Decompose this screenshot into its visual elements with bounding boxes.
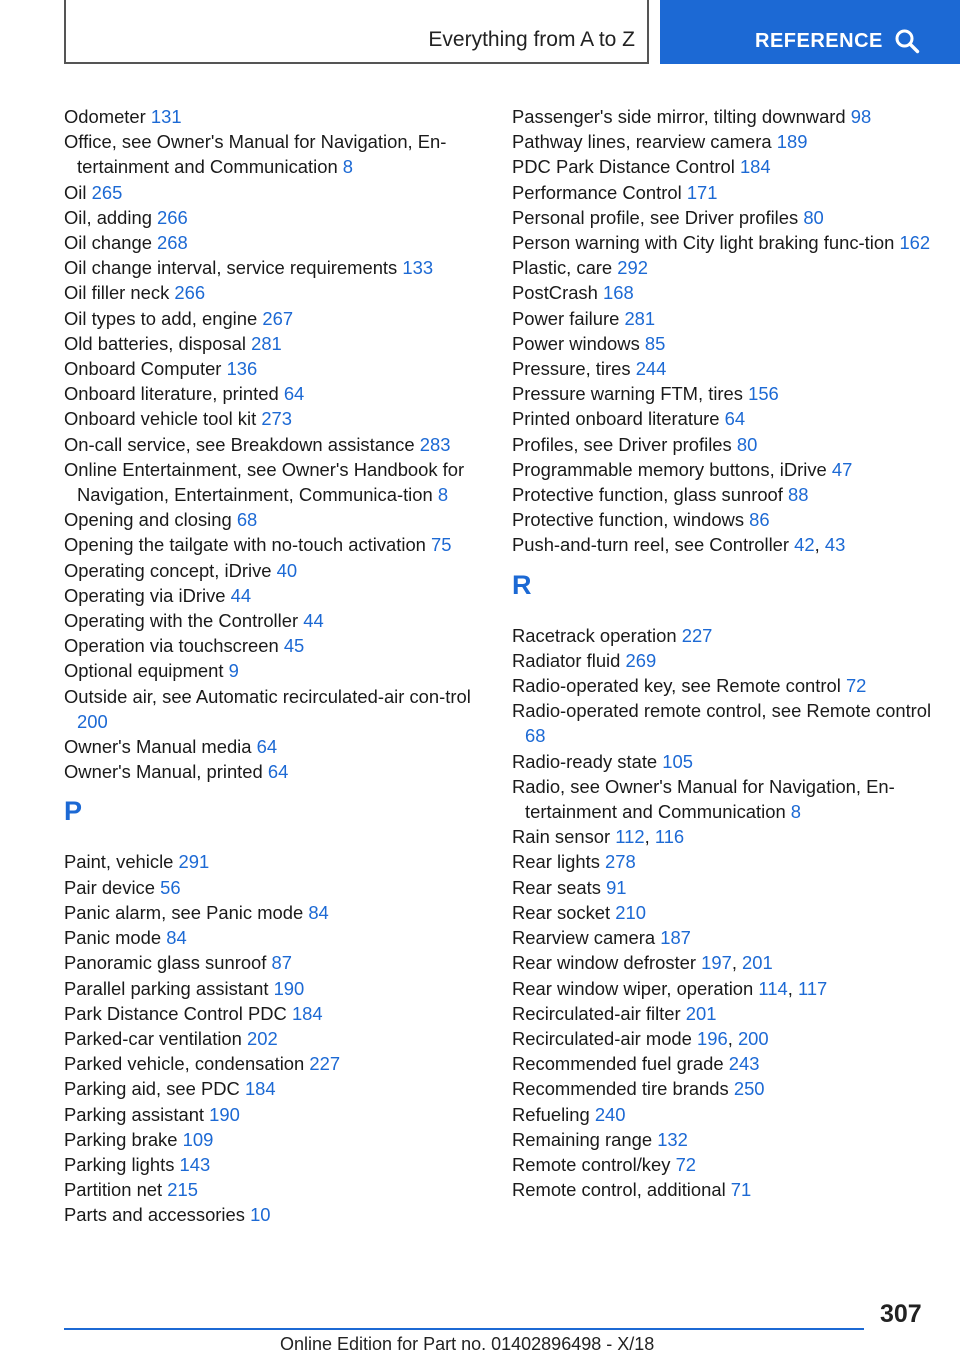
index-entry-term: Racetrack operation xyxy=(512,624,677,646)
index-entry-term: PDC Park Distance Control xyxy=(512,156,735,178)
index-entry-term: Refueling xyxy=(512,1103,590,1125)
page-reference-link[interactable]: 291 xyxy=(178,851,210,873)
index-entry xyxy=(64,1026,504,1051)
page-reference-link[interactable]: 136 xyxy=(226,358,258,380)
index-entry-term: Oil types to add, engine xyxy=(64,307,258,329)
index-entry: Rain sensor 112, 116 xyxy=(512,826,685,848)
index-entry-term: Rear window wiper, operation xyxy=(512,977,754,999)
search-icon[interactable] xyxy=(894,28,920,54)
index-entry xyxy=(64,950,504,975)
page-reference-link[interactable]: 196 xyxy=(697,1027,728,1049)
index-entry xyxy=(64,759,504,784)
index-entry-term: Pathway lines, rearview camera xyxy=(512,131,772,153)
index-entry-term: Optional equipment xyxy=(64,660,224,682)
index-entry-term: Radio-operated remote control, see Remote control xyxy=(512,700,932,722)
index-entry xyxy=(512,381,952,406)
index-entry xyxy=(64,684,504,734)
index-entry-term: Panic mode xyxy=(64,927,162,949)
index-entry-term: Radiator fluid xyxy=(512,649,621,671)
page-reference-link[interactable]: 8 xyxy=(342,156,354,178)
index-entry xyxy=(64,1152,504,1177)
index-entry-term: Rear window defroster xyxy=(512,952,696,974)
page-reference-link[interactable]: 91 xyxy=(606,876,627,898)
page-reference-link[interactable]: 243 xyxy=(728,1053,760,1075)
index-entry xyxy=(512,306,952,331)
index-entry xyxy=(64,356,504,381)
index-entry-term: Oil change interval, service requirements xyxy=(64,257,398,279)
page-reference-link[interactable]: 227 xyxy=(309,1053,341,1075)
index-entry-term: Owner's Manual, printed xyxy=(64,761,263,783)
page-reference-link[interactable]: 10 xyxy=(250,1204,271,1226)
index-entry-term: Parked-car ventilation xyxy=(64,1027,242,1049)
index-entry-term: Opening and closing xyxy=(64,509,232,531)
index-entry-term: Outside air, see Automatic recirculated-air con‐trol xyxy=(64,685,471,707)
page-reference-link[interactable]: 189 xyxy=(776,131,808,153)
page-reference-link[interactable]: 43 xyxy=(824,534,846,556)
index-entry-term: Performance Control xyxy=(512,181,682,203)
index-entry xyxy=(512,849,952,874)
index-entry xyxy=(512,1102,952,1127)
index-entry-term: Oil, adding xyxy=(64,206,152,228)
index-entry-term: PostCrash xyxy=(512,282,598,304)
index-entry-term: Remote control, additional xyxy=(512,1179,726,1201)
page-reference-link[interactable]: 162 xyxy=(899,232,931,254)
page-reference-link[interactable]: 202 xyxy=(247,1027,278,1049)
index-entry xyxy=(64,507,504,532)
index-entry-term: Recommended tire brands xyxy=(512,1078,729,1100)
index-entry xyxy=(64,558,504,583)
index-entry xyxy=(512,356,952,381)
index-entry xyxy=(64,1051,504,1076)
index-entry-term: On-call service, see Breakdown assistance xyxy=(64,433,415,455)
index-entry-term: Remaining range xyxy=(512,1128,653,1150)
index-entry-term: Protective function, windows xyxy=(512,509,745,531)
index-entry xyxy=(512,129,952,154)
index-letter-heading: P xyxy=(64,796,83,827)
index-entry xyxy=(512,280,952,305)
page-reference-link[interactable]: 187 xyxy=(660,927,691,949)
page-reference-link[interactable]: 105 xyxy=(662,750,693,772)
index-entry xyxy=(64,976,504,1001)
index-entry-term: Paint, vehicle xyxy=(64,851,174,873)
index-entry-term: Onboard vehicle tool kit xyxy=(64,408,257,430)
index-entry: Push-and-turn reel, see Controller 42, 43 xyxy=(512,534,846,556)
index-entry xyxy=(512,1076,952,1101)
index-entry xyxy=(64,900,504,925)
index-entry xyxy=(512,507,952,532)
index-entry: Rear window defroster 197, 201 xyxy=(512,952,773,974)
index-entry xyxy=(64,306,504,331)
index-entry-term: Radio, see Owner's Manual for Navigation, En‐tertainment and Communication xyxy=(512,775,895,823)
index-entry xyxy=(64,583,504,608)
index-entry xyxy=(64,1102,504,1127)
index-entry-term: Recommended fuel grade xyxy=(512,1053,724,1075)
page-reference-link[interactable]: 71 xyxy=(730,1179,752,1201)
index-entry-term: Pair device xyxy=(64,876,155,898)
index-entry xyxy=(64,925,504,950)
index-entry xyxy=(64,633,504,658)
index-entry-term: Parking lights xyxy=(64,1153,175,1175)
index-entry-term: Oil xyxy=(64,181,87,203)
page-reference-link[interactable]: 171 xyxy=(686,181,718,203)
index-entry xyxy=(512,230,952,255)
index-entry-term: Rain sensor xyxy=(512,826,611,848)
index-entry-term: Partition net xyxy=(64,1179,163,1201)
index-entry xyxy=(64,255,504,280)
page-reference-link[interactable]: 109 xyxy=(182,1128,214,1150)
page-reference-link[interactable]: 72 xyxy=(845,675,867,697)
index-entry xyxy=(512,406,952,431)
index-entry-term: Passenger's side mirror, tilting downward xyxy=(512,106,846,127)
index-entry-term: Parking assistant xyxy=(64,1103,205,1125)
index-entry-term: Online Entertainment, see Owner's Handbook for Navigation, Entertainment, Communica‐tion xyxy=(64,458,465,506)
page-reference-link[interactable]: 267 xyxy=(262,307,294,329)
index-entry xyxy=(512,673,952,698)
index-entry xyxy=(512,900,952,925)
index-entry xyxy=(64,406,504,431)
page-reference-link[interactable]: 184 xyxy=(739,156,771,178)
page-reference-link[interactable]: 240 xyxy=(594,1103,626,1125)
index-entry xyxy=(512,180,952,205)
index-entry-term: Printed onboard literature xyxy=(512,408,720,430)
page-reference-link[interactable]: 156 xyxy=(748,383,779,405)
page-reference-link[interactable]: 86 xyxy=(749,509,770,531)
index-entry xyxy=(64,658,504,683)
page-reference-link[interactable]: 190 xyxy=(273,977,305,999)
index-entry-term: Pressure, tires xyxy=(512,358,631,380)
index-entry-term: Power windows xyxy=(512,332,640,354)
index-entry-term: Plastic, care xyxy=(512,257,613,279)
index-letter-heading: R xyxy=(512,569,532,600)
page-reference-link[interactable]: 200 xyxy=(77,710,108,732)
page-reference-link[interactable]: 116 xyxy=(654,826,685,848)
index-entry xyxy=(512,1051,952,1076)
index-entry xyxy=(512,1177,952,1202)
index-entry-term: Recirculated-air mode xyxy=(512,1027,692,1049)
index-entry xyxy=(512,205,952,230)
page-reference-link[interactable]: 244 xyxy=(635,358,667,380)
page-reference-link[interactable]: 200 xyxy=(737,1027,769,1049)
index-column-left xyxy=(64,104,504,1228)
page-reference-link[interactable]: 266 xyxy=(174,282,206,304)
index-entry-term: Pressure warning FTM, tires xyxy=(512,383,743,405)
page-reference-link[interactable]: 133 xyxy=(402,257,434,279)
index-entry xyxy=(64,849,504,874)
index-entry xyxy=(512,1152,952,1177)
index-entry xyxy=(512,749,952,774)
index-entry-term: Personal profile, see Driver profiles xyxy=(512,206,799,228)
page-reference-link[interactable]: 88 xyxy=(788,484,809,506)
index-entry-term: Power failure xyxy=(512,307,620,329)
page-reference-link[interactable]: 112 xyxy=(615,826,645,848)
index-entry xyxy=(64,205,504,230)
index-entry-term: Profiles, see Driver profiles xyxy=(512,433,732,455)
page-number: 307 xyxy=(880,1300,922,1328)
page-reference-link[interactable]: 64 xyxy=(256,736,278,758)
page-reference-link[interactable]: 98 xyxy=(850,106,872,127)
page-reference-link[interactable]: 9 xyxy=(228,660,239,682)
page-reference-link[interactable]: 47 xyxy=(831,458,853,480)
index-entry-term: Operation via touchscreen xyxy=(64,635,279,657)
index-entry-term: Parts and accessories xyxy=(64,1204,245,1226)
index-entry-term: Panic alarm, see Panic mode xyxy=(64,901,304,923)
page-reference-link[interactable]: 201 xyxy=(742,952,773,974)
index-entry-term: Operating via iDrive xyxy=(64,584,226,606)
index-entry xyxy=(64,331,504,356)
page-reference-link[interactable]: 283 xyxy=(419,433,451,455)
index-entry-term: Programmable memory buttons, iDrive xyxy=(512,458,827,480)
index-entry-term: Oil filler neck xyxy=(64,282,170,304)
index-entry xyxy=(512,457,952,482)
page-reference-link[interactable]: 75 xyxy=(431,534,452,556)
index-entry xyxy=(64,280,504,305)
index-entry-term: Opening the tailgate with no-touch activation xyxy=(64,534,426,556)
page-reference-link[interactable]: 210 xyxy=(615,901,646,923)
index-entry-term: Operating concept, iDrive xyxy=(64,559,272,581)
page-reference-link[interactable]: 184 xyxy=(244,1078,276,1100)
page-reference-link[interactable]: 68 xyxy=(236,509,258,531)
index-entry xyxy=(512,432,952,457)
index-entry-term: Radio-ready state xyxy=(512,750,658,772)
page-reference-link[interactable]: 44 xyxy=(303,610,324,632)
page-reference-link[interactable]: 266 xyxy=(157,206,188,228)
page-reference-link[interactable]: 80 xyxy=(803,206,824,228)
index-entry xyxy=(512,331,952,356)
page-reference-link[interactable]: 281 xyxy=(624,307,656,329)
index-entry xyxy=(64,1127,504,1152)
page-reference-link[interactable]: 269 xyxy=(625,649,657,671)
index-entry-term: Parking brake xyxy=(64,1128,178,1150)
footer-edition: Online Edition for Part no. 01402896498 - X/18 xyxy=(280,1334,655,1354)
page-reference-link[interactable]: 44 xyxy=(230,584,252,606)
index-entry-term: Onboard Computer xyxy=(64,358,222,380)
index-entry xyxy=(512,875,952,900)
page-reference-link[interactable]: 64 xyxy=(283,383,305,405)
index-entry xyxy=(64,1202,504,1227)
page-reference-link[interactable]: 131 xyxy=(150,106,182,127)
index-entry-term: Parked vehicle, condensation xyxy=(64,1053,305,1075)
index-entry xyxy=(512,698,952,748)
index-entry xyxy=(512,925,952,950)
index-entry-term: Parallel parking assistant xyxy=(64,977,269,999)
footer-divider xyxy=(64,1328,864,1330)
index-entry xyxy=(512,255,952,280)
page-reference-link[interactable]: 84 xyxy=(308,901,329,923)
index-entry-term: Parking aid, see PDC xyxy=(64,1078,240,1100)
index-entry-term: Old batteries, disposal xyxy=(64,332,246,354)
index-entry xyxy=(64,104,504,129)
page-reference-link[interactable]: 8 xyxy=(437,484,449,506)
page-reference-link[interactable]: 87 xyxy=(271,952,292,974)
page-reference-link[interactable]: 64 xyxy=(724,408,746,430)
index-entry-term: Oil change xyxy=(64,232,152,254)
index-entry-term: Protective function, glass sunroof xyxy=(512,484,783,506)
page-reference-link[interactable]: 117 xyxy=(797,977,828,999)
index-entry-term: Push-and-turn reel, see Controller xyxy=(512,534,790,556)
index-entry-term: Owner's Manual media xyxy=(64,736,252,758)
index-entry xyxy=(64,1076,504,1101)
page-reference-link[interactable]: 45 xyxy=(283,635,305,657)
page-reference-link[interactable]: 56 xyxy=(160,876,181,898)
reference-tab-label: REFERENCE xyxy=(755,30,883,52)
page-reference-link[interactable]: 64 xyxy=(267,761,289,783)
index-entry: Rear window wiper, operation 114, 117 xyxy=(512,977,828,999)
page-reference-link[interactable]: 278 xyxy=(605,851,636,873)
index-entry-term: Operating with the Controller xyxy=(64,610,299,632)
index-entry xyxy=(64,1001,504,1026)
page-reference-link[interactable]: 215 xyxy=(167,1179,198,1201)
index-entry-term: Radio-operated key, see Remote control xyxy=(512,675,841,697)
index-entry-term: Park Distance Control PDC xyxy=(64,1002,287,1024)
page-reference-link[interactable]: 273 xyxy=(261,408,292,430)
index-entry xyxy=(512,623,952,648)
page-reference-link[interactable]: 184 xyxy=(291,1002,323,1024)
reference-tab[interactable] xyxy=(660,0,960,64)
index-entry xyxy=(512,1001,952,1026)
index-entry xyxy=(64,875,504,900)
index-entry xyxy=(64,432,504,457)
index-entry xyxy=(64,734,504,759)
index-entry xyxy=(64,230,504,255)
page-reference-link[interactable]: 201 xyxy=(685,1002,717,1024)
index-entry xyxy=(64,381,504,406)
section-title: Everything from A to Z xyxy=(428,28,635,51)
index-entry xyxy=(512,104,952,129)
page-reference-link[interactable]: 85 xyxy=(644,332,666,354)
index-entry-term: Recirculated-air filter xyxy=(512,1002,681,1024)
index-entry xyxy=(512,154,952,179)
page-reference-link[interactable]: 190 xyxy=(209,1103,240,1125)
page-reference-link[interactable]: 84 xyxy=(166,927,187,949)
index-entry-term: Person warning with City light braking func‐tion xyxy=(512,232,895,254)
index-column-right xyxy=(512,104,952,1202)
page-reference-link[interactable]: 68 xyxy=(525,725,546,747)
index-entry-term: Office, see Owner's Manual for Navigation, En‐tertainment and Communication xyxy=(64,131,447,178)
index-entry-term: Onboard literature, printed xyxy=(64,383,279,405)
index-entry xyxy=(64,608,504,633)
page-reference-link[interactable]: 132 xyxy=(657,1128,688,1150)
index-entry-term: Remote control/key xyxy=(512,1153,671,1175)
page-reference-link[interactable]: 42 xyxy=(794,534,815,556)
page-reference-link[interactable]: 250 xyxy=(733,1078,765,1100)
index-entry xyxy=(64,1177,504,1202)
page-reference-link[interactable]: 80 xyxy=(736,433,758,455)
index-entry xyxy=(64,129,504,179)
index-entry-term: Rear socket xyxy=(512,901,611,923)
page-reference-link[interactable]: 40 xyxy=(276,559,298,581)
index-entry-term: Rearview camera xyxy=(512,927,656,949)
header-section-box xyxy=(64,0,649,64)
page-reference-link[interactable]: 265 xyxy=(91,181,123,203)
page-reference-link[interactable]: 143 xyxy=(179,1153,211,1175)
index-entry: Recirculated-air mode 196, 200 xyxy=(512,1027,769,1049)
index-entry-term: Rear lights xyxy=(512,851,600,873)
index-entry xyxy=(512,648,952,673)
index-entry-term: Odometer xyxy=(64,106,146,127)
page-reference-link[interactable]: 197 xyxy=(701,952,732,974)
page-reference-link[interactable]: 292 xyxy=(617,257,648,279)
index-entry xyxy=(64,457,504,507)
index-entry-term: Rear seats xyxy=(512,876,601,898)
index-entry xyxy=(512,1127,952,1152)
page-reference-link[interactable]: 114 xyxy=(758,977,788,999)
page-reference-link[interactable]: 281 xyxy=(251,332,282,354)
index-entry xyxy=(64,180,504,205)
index-entry xyxy=(512,482,952,507)
page-reference-link[interactable]: 72 xyxy=(675,1153,697,1175)
page-reference-link[interactable]: 168 xyxy=(602,282,634,304)
index-entry-term: Panoramic glass sunroof xyxy=(64,952,267,974)
page-reference-link[interactable]: 268 xyxy=(157,232,188,254)
index-entry xyxy=(64,532,504,557)
index-entry xyxy=(512,774,952,824)
page-reference-link[interactable]: 8 xyxy=(790,801,802,823)
page-reference-link[interactable]: 227 xyxy=(681,624,713,646)
